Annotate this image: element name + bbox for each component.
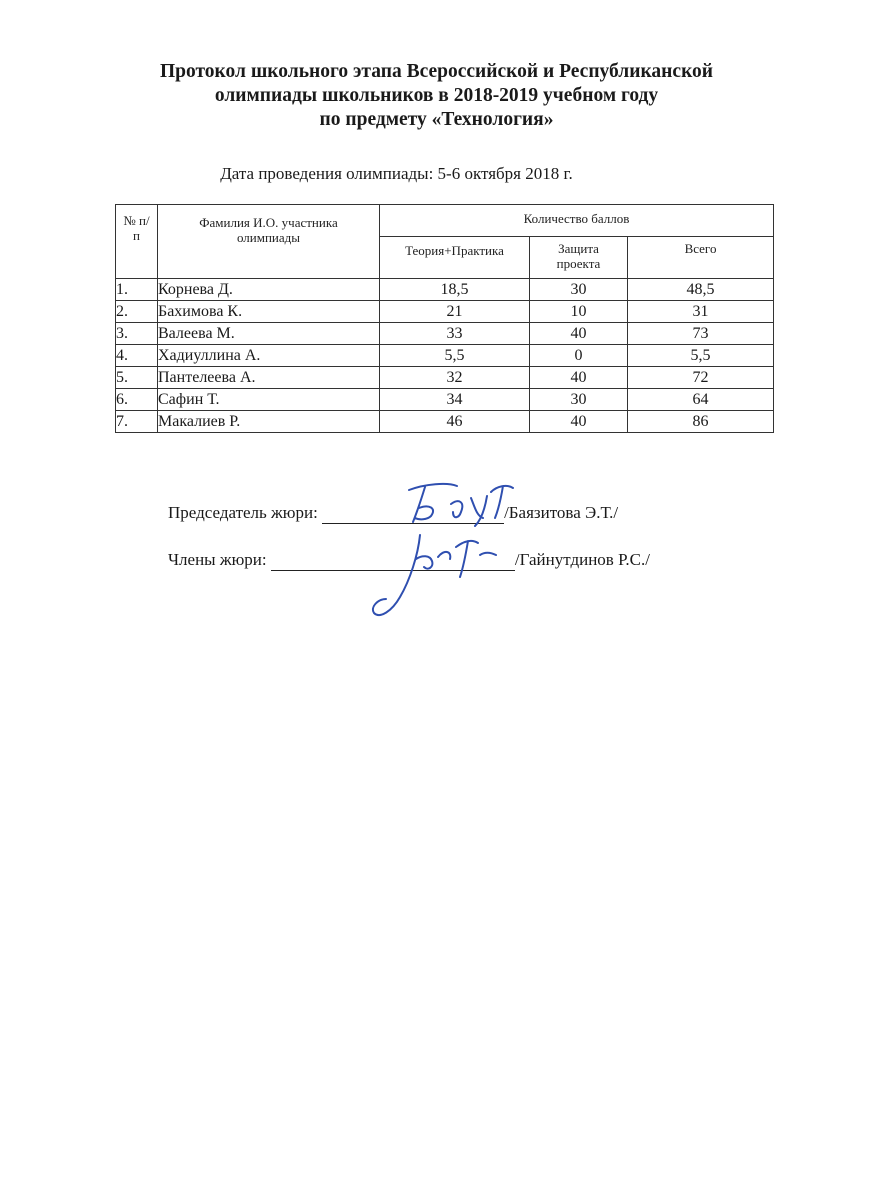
participant-name: Сафин Т. (158, 389, 380, 411)
row-number: 5. (116, 367, 158, 389)
members-name: /Гайнутдинов Р.С./ (514, 550, 650, 569)
title-line-3: по предмету «Технология» (319, 109, 554, 130)
results-table (115, 204, 774, 433)
defense-score: 40 (530, 367, 628, 389)
table-row (116, 411, 774, 433)
participant-name: Пантелеева А. (158, 367, 380, 389)
row-number: 2. (116, 301, 158, 323)
table-row (116, 345, 774, 367)
defense-score: 40 (530, 323, 628, 345)
chair-handwritten-signature (395, 478, 535, 528)
header-score-group (380, 205, 774, 237)
defense-score: 40 (530, 411, 628, 433)
chair-label: Председатель жюри: (168, 503, 318, 522)
total-score: 86 (628, 411, 774, 433)
participant-name: Валеева М. (158, 323, 380, 345)
header-theory-practice (380, 237, 530, 279)
header-defense-label: Защита проекта (556, 241, 601, 271)
total-score: 48,5 (628, 279, 774, 301)
participant-name: Корнева Д. (158, 279, 380, 301)
table-row (116, 279, 774, 301)
table-row (116, 367, 774, 389)
table-row (116, 389, 774, 411)
theory-practice-score: 33 (380, 323, 530, 345)
defense-score: 10 (530, 301, 628, 323)
participant-name: Хадиуллина А. (158, 345, 380, 367)
total-score: 5,5 (628, 345, 774, 367)
defense-score: 30 (530, 279, 628, 301)
header-num (116, 205, 158, 279)
total-score: 64 (628, 389, 774, 411)
members-label: Члены жюри: (168, 550, 267, 569)
header-total-label: Всего (684, 241, 717, 256)
row-number: 3. (116, 323, 158, 345)
theory-practice-score: 5,5 (380, 345, 530, 367)
total-score: 31 (628, 301, 774, 323)
row-number: 4. (116, 345, 158, 367)
header-theory-practice-label: Теория+Практика (405, 243, 504, 258)
header-name-label: Фамилия И.О. участника олимпиады (199, 215, 338, 245)
defense-score: 0 (530, 345, 628, 367)
theory-practice-score: 46 (380, 411, 530, 433)
header-name (158, 205, 380, 279)
theory-practice-score: 32 (380, 367, 530, 389)
defense-score: 30 (530, 389, 628, 411)
participant-name: Бахимова К. (158, 301, 380, 323)
title-line-1: Протокол школьного этапа Всероссийской и Республиканской (159, 61, 714, 82)
olympiad-date: Дата проведения олимпиады: 5-6 октября 2018 г. (220, 164, 573, 183)
total-score: 73 (628, 323, 774, 345)
table-row (116, 301, 774, 323)
title-line-2: олимпиады школьников в 2018-2019 учебном году (214, 85, 659, 106)
chair-name: /Баязитова Э.Т./ (504, 503, 619, 522)
header-num-label: № п/п (123, 213, 150, 243)
theory-practice-score: 34 (380, 389, 530, 411)
document-title (0, 60, 873, 132)
members-handwritten-signature (360, 525, 510, 625)
header-total (628, 237, 774, 279)
table-row (116, 323, 774, 345)
theory-practice-score: 21 (380, 301, 530, 323)
theory-practice-score: 18,5 (380, 279, 530, 301)
header-defense (530, 237, 628, 279)
row-number: 1. (116, 279, 158, 301)
row-number: 6. (116, 389, 158, 411)
chair-signature-line (168, 503, 618, 524)
header-score-group-label: Количество баллов (523, 211, 630, 226)
row-number: 7. (116, 411, 158, 433)
participant-name: Макалиев Р. (158, 411, 380, 433)
total-score: 72 (628, 367, 774, 389)
